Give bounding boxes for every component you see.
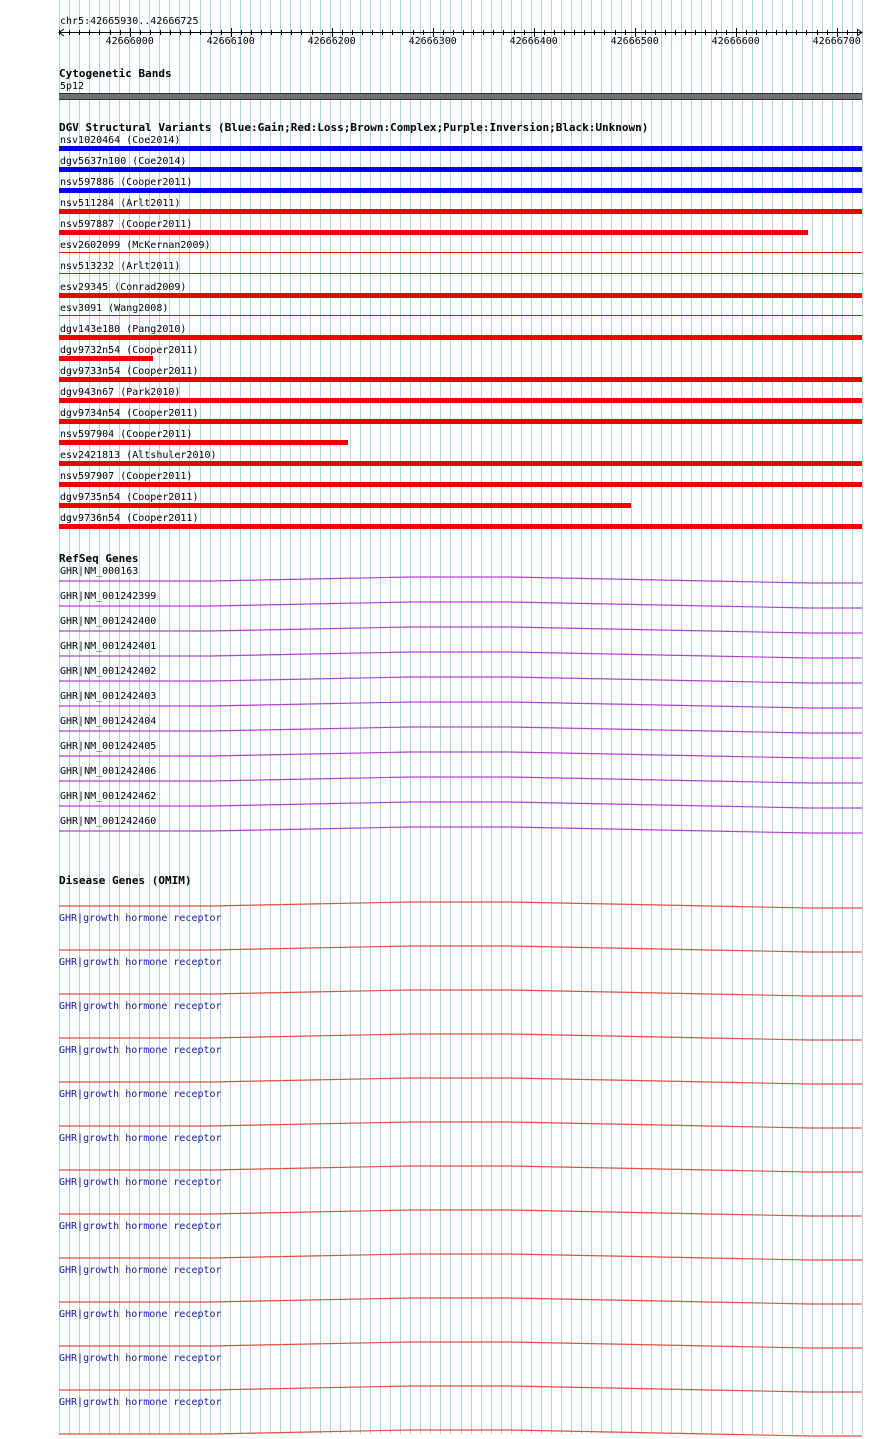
omim-gene-link[interactable]: GHR|growth hormone receptor bbox=[59, 1353, 222, 1364]
omim-gene-model[interactable] bbox=[0, 1163, 890, 1175]
dgv-feature-bar[interactable] bbox=[59, 440, 348, 445]
dgv-feature-bar[interactable] bbox=[59, 377, 862, 382]
dgv-feature-label[interactable]: dgv943n67 (Park2010) bbox=[60, 387, 181, 398]
omim-gene-link[interactable]: GHR|growth hormone receptor bbox=[59, 1133, 222, 1144]
refseq-gene-model[interactable] bbox=[0, 824, 890, 836]
refseq-gene-model[interactable] bbox=[0, 724, 890, 736]
dgv-track-title: DGV Structural Variants (Blue:Gain;Red:Loss;Brown:Complex;Purple:Inversion;Black:Unknown) bbox=[59, 121, 649, 134]
refseq-gene-label[interactable]: GHR|NM_001242460 bbox=[60, 816, 157, 827]
dgv-feature-bar[interactable] bbox=[59, 230, 808, 235]
refseq-gene-model[interactable] bbox=[0, 649, 890, 661]
omim-gene-model[interactable] bbox=[0, 1383, 890, 1395]
omim-gene-model[interactable] bbox=[0, 1031, 890, 1043]
dgv-feature-label[interactable]: esv29345 (Conrad2009) bbox=[60, 282, 187, 293]
dgv-feature-bar[interactable] bbox=[59, 503, 631, 508]
omim-gene-model[interactable] bbox=[0, 1119, 890, 1131]
dgv-feature-bar[interactable] bbox=[59, 356, 153, 361]
omim-gene-link[interactable]: GHR|growth hormone receptor bbox=[59, 1309, 222, 1320]
refseq-gene-model[interactable] bbox=[0, 699, 890, 711]
refseq-gene-model[interactable] bbox=[0, 749, 890, 761]
refseq-track-title: RefSeq Genes bbox=[59, 552, 139, 565]
refseq-gene-model[interactable] bbox=[0, 574, 890, 586]
dgv-feature-bar[interactable] bbox=[59, 209, 862, 214]
dgv-feature-label[interactable]: dgv5637n100 (Coe2014) bbox=[60, 156, 187, 167]
ruler-tick-label: 42666000 bbox=[105, 36, 154, 47]
dgv-feature-label[interactable]: nsv597886 (Cooper2011) bbox=[60, 177, 193, 188]
refseq-gene-label[interactable]: GHR|NM_001242401 bbox=[60, 641, 157, 652]
omim-gene-link[interactable]: GHR|growth hormone receptor bbox=[59, 957, 222, 968]
omim-gene-link[interactable]: GHR|growth hormone receptor bbox=[59, 1089, 222, 1100]
ruler-tick-label: 42666400 bbox=[509, 36, 558, 47]
refseq-gene-label[interactable]: GHR|NM_001242402 bbox=[60, 666, 157, 677]
dgv-feature-label[interactable]: esv2602099 (McKernan2009) bbox=[60, 240, 211, 251]
refseq-gene-model[interactable] bbox=[0, 774, 890, 786]
refseq-gene-model[interactable] bbox=[0, 599, 890, 611]
omim-track-title: Disease Genes (OMIM) bbox=[59, 874, 192, 887]
refseq-gene-label[interactable]: GHR|NM_000163 bbox=[60, 566, 139, 577]
dgv-feature-label[interactable]: dgv9734n54 (Cooper2011) bbox=[60, 408, 199, 419]
dgv-feature-label[interactable]: nsv597904 (Cooper2011) bbox=[60, 429, 193, 440]
dgv-feature-label[interactable]: nsv597887 (Cooper2011) bbox=[60, 219, 193, 230]
cytoband-label: 5p12 bbox=[60, 81, 85, 92]
dgv-feature-bar[interactable] bbox=[59, 273, 862, 274]
ruler-tick-label: 42666600 bbox=[711, 36, 760, 47]
dgv-feature-bar[interactable] bbox=[59, 419, 862, 424]
omim-gene-model[interactable] bbox=[0, 1295, 890, 1307]
dgv-feature-bar[interactable] bbox=[59, 335, 862, 340]
omim-gene-link[interactable]: GHR|growth hormone receptor bbox=[59, 1397, 222, 1408]
dgv-feature-label[interactable]: nsv511284 (Arlt2011) bbox=[60, 198, 181, 209]
dgv-feature-label[interactable]: dgv9733n54 (Cooper2011) bbox=[60, 366, 199, 377]
omim-gene-link[interactable]: GHR|growth hormone receptor bbox=[59, 1001, 222, 1012]
omim-gene-model[interactable] bbox=[0, 987, 890, 999]
cytoband-track-title: Cytogenetic Bands bbox=[59, 67, 172, 80]
omim-gene-link[interactable]: GHR|growth hormone receptor bbox=[59, 1221, 222, 1232]
dgv-feature-bar[interactable] bbox=[59, 461, 862, 466]
refseq-gene-label[interactable]: GHR|NM_001242404 bbox=[60, 716, 157, 727]
omim-gene-link[interactable]: GHR|growth hormone receptor bbox=[59, 1265, 222, 1276]
dgv-feature-bar[interactable] bbox=[59, 524, 862, 529]
ruler-tick-label: 42666200 bbox=[307, 36, 356, 47]
dgv-feature-bar[interactable] bbox=[59, 315, 862, 316]
dgv-feature-label[interactable]: dgv9732n54 (Cooper2011) bbox=[60, 345, 199, 356]
ruler-tick-label: 42666100 bbox=[206, 36, 255, 47]
dgv-feature-label[interactable]: esv2421813 (Altshuler2010) bbox=[60, 450, 217, 461]
ruler-location: chr5:42665930..42666725 bbox=[60, 16, 199, 27]
omim-gene-link[interactable]: GHR|growth hormone receptor bbox=[59, 913, 222, 924]
omim-gene-model[interactable] bbox=[0, 943, 890, 955]
refseq-gene-label[interactable]: GHR|NM_001242400 bbox=[60, 616, 157, 627]
coordinate-ruler[interactable] bbox=[0, 25, 890, 49]
dgv-feature-label[interactable]: dgv9736n54 (Cooper2011) bbox=[60, 513, 199, 524]
refseq-gene-label[interactable]: GHR|NM_001242403 bbox=[60, 691, 157, 702]
dgv-feature-label[interactable]: dgv143e180 (Pang2010) bbox=[60, 324, 187, 335]
dgv-feature-bar[interactable] bbox=[59, 482, 862, 487]
omim-gene-model[interactable] bbox=[0, 1427, 890, 1439]
refseq-gene-label[interactable]: GHR|NM_001242406 bbox=[60, 766, 157, 777]
omim-gene-model[interactable] bbox=[0, 1251, 890, 1263]
omim-gene-link[interactable]: GHR|growth hormone receptor bbox=[59, 1177, 222, 1188]
dgv-feature-label[interactable]: dgv9735n54 (Cooper2011) bbox=[60, 492, 199, 503]
refseq-gene-label[interactable]: GHR|NM_001242399 bbox=[60, 591, 157, 602]
omim-gene-model[interactable] bbox=[0, 1075, 890, 1087]
dgv-feature-label[interactable]: nsv597907 (Cooper2011) bbox=[60, 471, 193, 482]
ruler-tick-label: 42666300 bbox=[408, 36, 457, 47]
dgv-feature-bar[interactable] bbox=[59, 293, 862, 298]
refseq-gene-model[interactable] bbox=[0, 799, 890, 811]
omim-gene-model[interactable] bbox=[0, 1207, 890, 1219]
ruler-tick-label: 42666700 bbox=[812, 36, 861, 47]
omim-gene-model[interactable] bbox=[0, 899, 890, 911]
dgv-feature-bar[interactable] bbox=[59, 167, 862, 172]
refseq-gene-model[interactable] bbox=[0, 624, 890, 636]
refseq-gene-label[interactable]: GHR|NM_001242462 bbox=[60, 791, 157, 802]
dgv-feature-bar[interactable] bbox=[59, 252, 862, 253]
dgv-feature-label[interactable]: nsv1020464 (Coe2014) bbox=[60, 135, 181, 146]
dgv-feature-bar[interactable] bbox=[59, 188, 862, 193]
dgv-feature-bar[interactable] bbox=[59, 398, 862, 403]
ruler-tick-label: 42666500 bbox=[610, 36, 659, 47]
dgv-feature-label[interactable]: nsv513232 (Arlt2011) bbox=[60, 261, 181, 272]
cytoband-bar[interactable] bbox=[59, 93, 862, 100]
dgv-feature-bar[interactable] bbox=[59, 146, 862, 151]
omim-gene-link[interactable]: GHR|growth hormone receptor bbox=[59, 1045, 222, 1056]
refseq-gene-model[interactable] bbox=[0, 674, 890, 686]
refseq-gene-label[interactable]: GHR|NM_001242405 bbox=[60, 741, 157, 752]
dgv-feature-label[interactable]: esv3091 (Wang2008) bbox=[60, 303, 169, 314]
omim-gene-model[interactable] bbox=[0, 1339, 890, 1351]
